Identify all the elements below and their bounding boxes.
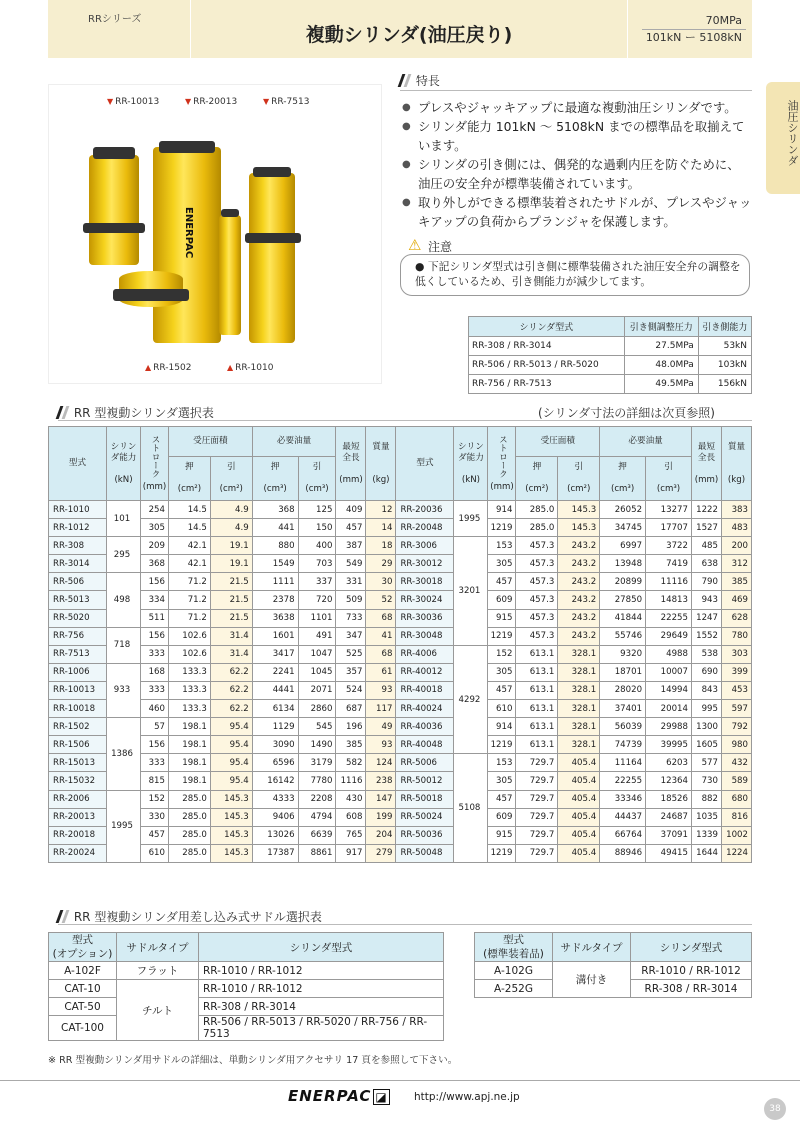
table-row: RR-5013 334 71.2 21.5 2378 720 509 52 RR-30024 609 457.3 243.2 27850 14813 943 469	[49, 591, 752, 609]
column-header: 型式 (標準装着品)	[475, 933, 553, 962]
table-row: RR-1010 101 254 14.5 4.9 368 125 409 12 RR-20036 1995 914 285.0 145.3 26052 13277 1222 383	[49, 501, 752, 519]
cylinder-rr-7513	[249, 173, 295, 343]
table-row: CAT-50 RR-308 / RR-3014	[49, 998, 444, 1016]
column-header: 引 (cm³)	[298, 457, 336, 501]
cylinder-saddle	[245, 233, 301, 243]
series-label: RRシリーズ	[48, 0, 190, 58]
cylinder-saddle	[113, 289, 189, 301]
table-row: RR-7513 333 102.6 31.4 3417 1047 525 68 RR-4006 4292 152 613.1 328.1 9320 4988 538 303	[49, 645, 752, 663]
column-header: 押 (cm³)	[600, 457, 646, 501]
column-header: シリン ダ能力 (kN)	[107, 427, 141, 501]
heading-mark-icon	[62, 406, 70, 419]
enerpac-logo: ENERPAC ◪	[288, 1087, 388, 1105]
table-row: RR-308 / RR-3014 27.5MPa 53kN	[469, 337, 752, 356]
table-row: RR-756 718 156 102.6 31.4 1601 491 347 41 RR-30048 1219 457.3 243.2 55746 29649 1552 780	[49, 627, 752, 645]
column-header: ストローク (mm)	[488, 427, 516, 501]
column-header: シリン ダ能力 (kN)	[454, 427, 488, 501]
saddle-rule	[58, 924, 752, 925]
column-header: 受圧面積	[169, 427, 253, 457]
table-row: RR-756 / RR-7513 49.5MPa 156kN	[469, 375, 752, 394]
table-row: RR-20024 610 285.0 145.3 17387 8861 917 279 RR-50048 1219 729.7 405.4 88946 49415 1644 1224	[49, 844, 752, 862]
selection-table	[48, 426, 752, 863]
table-row: RR-506 498 156 71.2 21.5 1111 337 331 30 RR-30018 457 457.3 243.2 20899 11116 790 385	[49, 573, 752, 591]
column-header: 引き側能力	[698, 317, 751, 337]
cylinder-rr-1010	[219, 215, 241, 335]
list-item: ● シリンダの引き側には、偶発的な過剰内圧を防ぐために、油圧の安全弁が標準装備されています。	[402, 155, 752, 193]
column-header: 受圧面積	[516, 427, 600, 457]
footer-rule	[0, 1080, 800, 1081]
cylinder-cap	[253, 167, 291, 177]
column-header: 押 (cm²)	[169, 457, 211, 501]
column-header: 押 (cm³)	[252, 457, 298, 501]
photo-label: ▲ RR-1502	[145, 363, 192, 373]
relief-table	[468, 316, 752, 394]
side-tab[interactable]: 油圧シリンダ	[766, 82, 800, 194]
cylinder-cap	[93, 147, 135, 159]
caution-box: ● 下記シリンダ型式は引き側に標準装備された油圧安全弁の調整を低くしているため、引き側能力が減少してます。	[400, 254, 750, 296]
warning-icon: ⚠	[408, 236, 422, 254]
table-row: CAT-100 RR-506 / RR-5013 / RR-5020 / RR-756 / RR-7513	[49, 1016, 444, 1041]
selection-heading: RR 型複動シリンダ選択表	[58, 404, 214, 421]
table-row: RR-15032 815 198.1 95.4 16142 7780 1116 238 RR-50012 305 729.7 405.4 22255 12364 730 589	[49, 772, 752, 790]
capacity-range-text: 101kN ー 5108kN	[645, 31, 742, 44]
cylinder-cap	[159, 141, 215, 153]
page-number: 38	[764, 1098, 786, 1120]
heading-mark-icon	[62, 910, 70, 923]
column-header: サドルタイプ	[117, 933, 199, 962]
list-item: ● シリンダ能力 101kN 〜 5108kN までの標準品を取揃えています。	[402, 117, 752, 155]
features-list	[402, 98, 752, 231]
saddle-standard-table	[474, 932, 752, 998]
cylinder-saddle	[83, 223, 145, 233]
table-row: RR-1012 305 14.5 4.9 441 150 457 14 RR-20048 1219 285.0 145.3 34745 17707 1527 483	[49, 519, 752, 537]
table-row: A-252G RR-308 / RR-3014	[475, 980, 752, 998]
table-row: RR-1006 933 168 133.3 62.2 2241 1045 357 61 RR-40012 305 613.1 328.1 18701 10007 690 399	[49, 663, 752, 681]
saddle-note: ※ RR 型複動シリンダ用サドルの詳細は、単動シリンダ用アクセサリ 17 頁を参照して下さい。	[48, 1055, 458, 1066]
column-header: 引 (cm²)	[558, 457, 600, 501]
column-header: 質量 (kg)	[366, 427, 396, 501]
column-header: 型式 (オプション)	[49, 933, 117, 962]
logo-mark-icon: ◪	[375, 1090, 388, 1104]
table-row: RR-5020 511 71.2 21.5 3638 1101 733 68 RR-30036 915 457.3 243.2 41844 22255 1247 628	[49, 609, 752, 627]
selection-rule	[58, 420, 752, 421]
pressure-text: 70MPa	[705, 14, 742, 27]
column-header: シリンダ型式	[631, 933, 752, 962]
features-heading: 特長	[400, 72, 440, 89]
table-row: RR-15013 333 198.1 95.4 6596 3179 582 124 RR-5006 5108 153 729.7 405.4 11164 6203 577 432	[49, 754, 752, 772]
product-photo	[48, 84, 382, 384]
table-row: RR-1506 156 198.1 95.4 3090 1490 385 93 RR-40048 1219 613.1 328.1 74739 39995 1605 980	[49, 736, 752, 754]
column-header: 最短 全長 (mm)	[336, 427, 366, 501]
cylinder-cap	[221, 209, 239, 217]
saddle-option-table	[48, 932, 444, 1041]
features-rule	[400, 90, 752, 91]
caution-title: 注意	[428, 240, 453, 254]
column-header: サドルタイプ	[553, 933, 631, 962]
heading-mark-icon	[404, 74, 412, 87]
table-row: CAT-10 チルト RR-1010 / RR-1012	[49, 980, 444, 998]
caution-section	[400, 236, 752, 298]
table-row: RR-3014 368 42.1 19.1 1549 703 549 29 RR-30012 305 457.3 243.2 13948 7419 638 312	[49, 555, 752, 573]
table-row: RR-506 / RR-5013 / RR-5020 48.0MPa 103kN	[469, 356, 752, 375]
column-header: 押 (cm²)	[516, 457, 558, 501]
list-item: ● 取り外しができる標準装着されたサドルが、プレスやジャッキアップの負荷からプランジャを保護します。	[402, 193, 752, 231]
brand-print: ENERPAC	[183, 207, 194, 259]
column-header: 質量 (kg)	[722, 427, 752, 501]
table-row: RR-20013 330 285.0 145.3 9406 4794 608 199 RR-50024 609 729.7 405.4 44437 24687 1035 816	[49, 808, 752, 826]
page-title: 複動シリンダ(油圧戻り)	[190, 0, 628, 58]
table-row: RR-2006 1995 152 285.0 145.3 4333 2208 430 147 RR-50018 457 729.7 405.4 33346 18526 882 680	[49, 790, 752, 808]
column-header: 引 (cm²)	[210, 457, 252, 501]
cylinder-rr-10013	[89, 155, 139, 265]
photo-label: ▼ RR-7513	[263, 97, 310, 107]
table-row: RR-1502 1386 57 198.1 95.4 1129 545 196 49 RR-40036 914 613.1 328.1 56039 29988 1300 792	[49, 718, 752, 736]
saddle-heading: RR 型複動シリンダ用差し込み式サドル選択表	[58, 908, 322, 925]
column-header: 最短 全長 (mm)	[692, 427, 722, 501]
list-item: ● プレスやジャッキアップに最適な複動油圧シリンダです。	[402, 98, 752, 117]
column-header: 引 (cm³)	[646, 457, 692, 501]
table-row: RR-10013 333 133.3 62.2 4441 2071 524 93 RR-40018 457 613.1 328.1 28020 14994 843 453	[49, 681, 752, 699]
column-header: シリンダ型式	[199, 933, 444, 962]
cylinder-rr-20013	[153, 147, 221, 343]
header-divider	[642, 29, 746, 30]
photo-label: ▲ RR-1010	[227, 363, 274, 373]
column-header: 型式	[396, 427, 454, 501]
column-header: 必要油量	[600, 427, 692, 457]
table-row: A-102F フラット RR-1010 / RR-1012	[49, 962, 444, 980]
website-link[interactable]: http://www.apj.ne.jp	[414, 1091, 520, 1103]
column-header: ストローク (mm)	[141, 427, 169, 501]
column-header: 必要油量	[252, 427, 336, 457]
selection-note: (シリンダ寸法の詳細は次頁参照)	[538, 406, 715, 420]
table-row: RR-10018 460 133.3 62.2 6134 2860 687 117 RR-40024 610 613.1 328.1 37401 20014 995 597	[49, 700, 752, 718]
photo-label: ▼ RR-20013	[185, 97, 238, 107]
column-header: 型式	[49, 427, 107, 501]
table-row: RR-308 295 209 42.1 19.1 880 400 387 18 RR-3006 3201 153 457.3 243.2 6997 3722 485 200	[49, 537, 752, 555]
table-row: RR-20018 457 285.0 145.3 13026 6639 765 204 RR-50036 915 729.7 405.4 66764 37091 1339 1002	[49, 826, 752, 844]
photo-label: ▼ RR-10013	[107, 97, 160, 107]
column-header: シリンダ型式	[469, 317, 625, 337]
caution-text: 下記シリンダ型式は引き側に標準装備された油圧安全弁の調整を低くしているため、引き側能力が減少してます。	[415, 260, 741, 288]
column-header: 引き側調整圧力	[624, 317, 698, 337]
table-row: A-102G 溝付き RR-1010 / RR-1012	[475, 962, 752, 980]
